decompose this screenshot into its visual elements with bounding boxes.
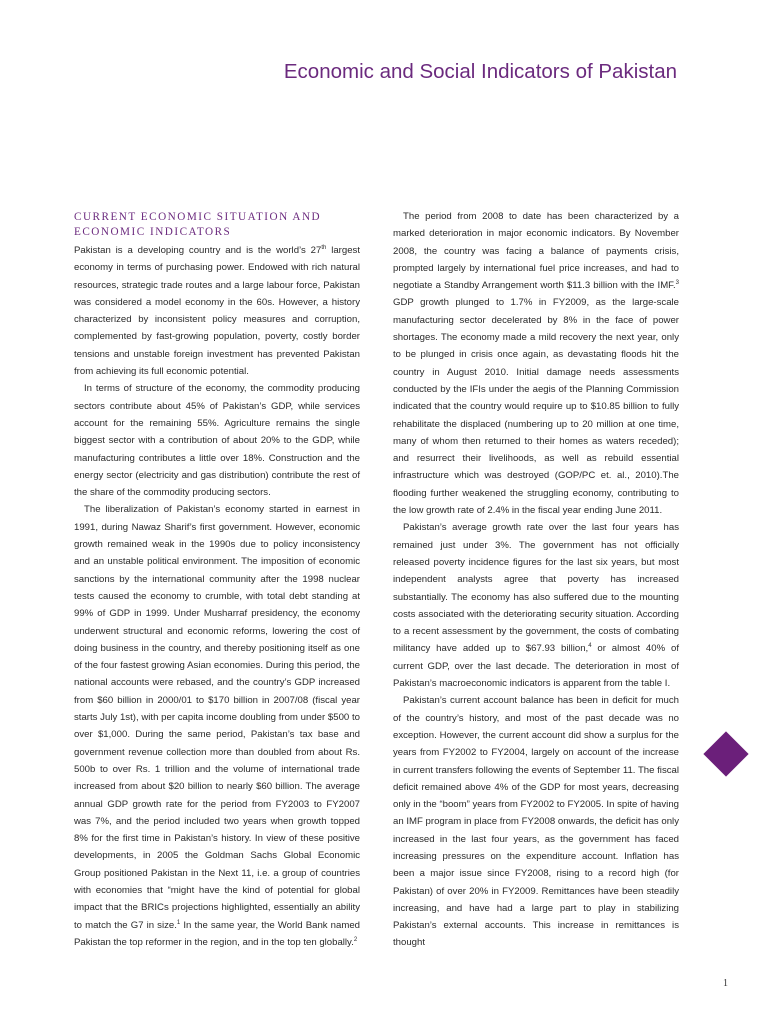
left-column [74, 210, 360, 951]
footnote-ref[interactable]: 2 [353, 936, 358, 943]
paragraph: Pakistan’s average growth rate over the last four years has remained just under 3%. The government has not officially released poverty incidence figures for the last six years, but most independent analysts agree that poverty has increased substantially. The economy has also suffered due to the mounting costs associated with the deteriorating security situation. According to a recent assessment by the government, the costs of combating militancy have added up to $67.93 billion,$^4$ or almost 40% of current GDP, over the last decade. The deterioration in most of Pakistan’s macroeconomic indicators is apparent from the table I. [393, 522, 679, 690]
section-heading: CURRENT ECONOMIC SITUATION AND ECONOMIC INDICATORS [74, 211, 322, 238]
footnote-ref[interactable]: 3 [675, 280, 679, 287]
paragraph: In terms of structure of the economy, the commodity producing sectors contribute about 45% of Pakistan’s GDP, while services account for the remaining 55%. Agriculture remains the single biggest sector with a contribution of about 20% to the GDP, while manufacturing contributes a little over 18%. Construction and the energy sector (electricity and gas distribution) contribute the rest of the share of the commodity producing sectors. [74, 383, 360, 499]
paragraph: Pakistan is a developing country and is the world’s 27th largest economy in terms of purchasing power. Endowed with rich natural resources, strategic trade routes and a large labour force, Pakistan was considered a model economy in the 60s. However, a history characterized by inconsistent policy measures and corruption, complemented by fast-growing population, poverty, costly border tensions and unstable foreign investment has prevented Pakistan from achieving its full economic potential. [74, 245, 361, 378]
footnote-ref[interactable]: 4 [588, 643, 592, 650]
paragraph: Pakistan’s current account balance has been in deficit for much of the country’s history, and most of the past decade was no exception. However, the current account did show a surplus for the years from FY2002 to FY2004, largely on account of the increase in current transfers following the events of September 11. The fiscal deficit remained above 4% of the GDP for most years, decreasing only in the “boom” years from FY2002 to FY2005. In spite of having an IMF program in place from FY2008 onwards, the deficit has only increased in the last four years, as the government has faced increasing pressures on the expenditure account. Inflation has been a major issue since FY2008, rising to a record high (for Pakistan) of over 20% in FY2009. Remittances have been steadily increasing, and have had a large part to play in stabilizing Pakistan’s external accounts. This increase in remittances is thought [393, 695, 680, 949]
superscript: th [321, 245, 327, 251]
paragraph: The period from 2008 to date has been characterized by a marked deterioration in major economic indicators. By November 2008, the country was facing a balance of payments crisis, prompted largely by international fuel price increases, and had to negotiate a Standby Arrangement worth $11.3 billion with the IMF.$^3$ GDP growth plunged to 1.7% in FY2009, as the large-scale manufacturing sector decelerated by 8% in the face of power shortages. The economy made a mild recovery the next year, only to be plunged in crisis once again, as devastating floods hit the country in August 2010. Initial damage needs assessments conducted by the IFIs under the aegis of the Planning Commission indicated that the country would require up to $10.85 billion to fully rehabilitate the displaced (numbering up to 20 million at one time, many of whom then returned to their homes as waters receded); and resurrect their livelihoods, as well as rebuild essential infrastructure which was destroyed (GOP/PC et. al., 2010).The flooding further weakened the struggling economy, contributing to the low growth rate of 2.4% in the fiscal year ending June 2011. [393, 211, 679, 517]
paragraph: The liberalization of Pakistan’s economy started in earnest in 1991, during Nawaz Sharif’s first government. However, economic growth remained weak in the 1990s due to policy inconsistency and an unstable political environment. The imposition of economic sanctions by the international community after the 1998 nuclear tests caused the economy to crumble, with total debt standing at 99% of GDP in 1999. Under Musharraf presidency, the economy underwent structural and economic reforms, lowering the cost of doing business in the country, and thereby positioning itself as one of the four fastest growing Asian economies. During this period, the national accounts were rebased, and the country’s GDP increased from $60 billion in 2000/01 to $170 billion in 2007/08 (fiscal year starts July 1st), with per capita income doubling from under $500 to over $1,000. During the same period, Pakistan’s tax base and government revenue collection more than doubled from about Rs. 500b to over Rs. 1 trillion and the volume of international trade increased from about $20 billion to nearly $60 billion. The average annual GDP growth rate for the period from FY2003 to FY2007 was 7%, and the period included two years when growth topped 8% for the first time in Pakistan’s history. In view of these positive developments, in 2005 the Goldman Sachs Global Economic Group positioned Pakistan in the Next 11, i.e. a group of countries with economies that “might have the kind of potential for global impact that the BRICs projections highlighted, essentially an ability to match the G7 in size.$^1$ In the same year, the World Bank named Pakistan the top reformer in the region, and in the top ten globally.$^2$ [74, 504, 361, 948]
right-column [393, 208, 679, 952]
diamond-decoration [703, 731, 748, 776]
page-title: Economic and Social Indicators of Pakistan [283, 60, 677, 83]
page-number: 1 [723, 978, 728, 989]
footnote-ref[interactable]: 1 [176, 919, 181, 926]
